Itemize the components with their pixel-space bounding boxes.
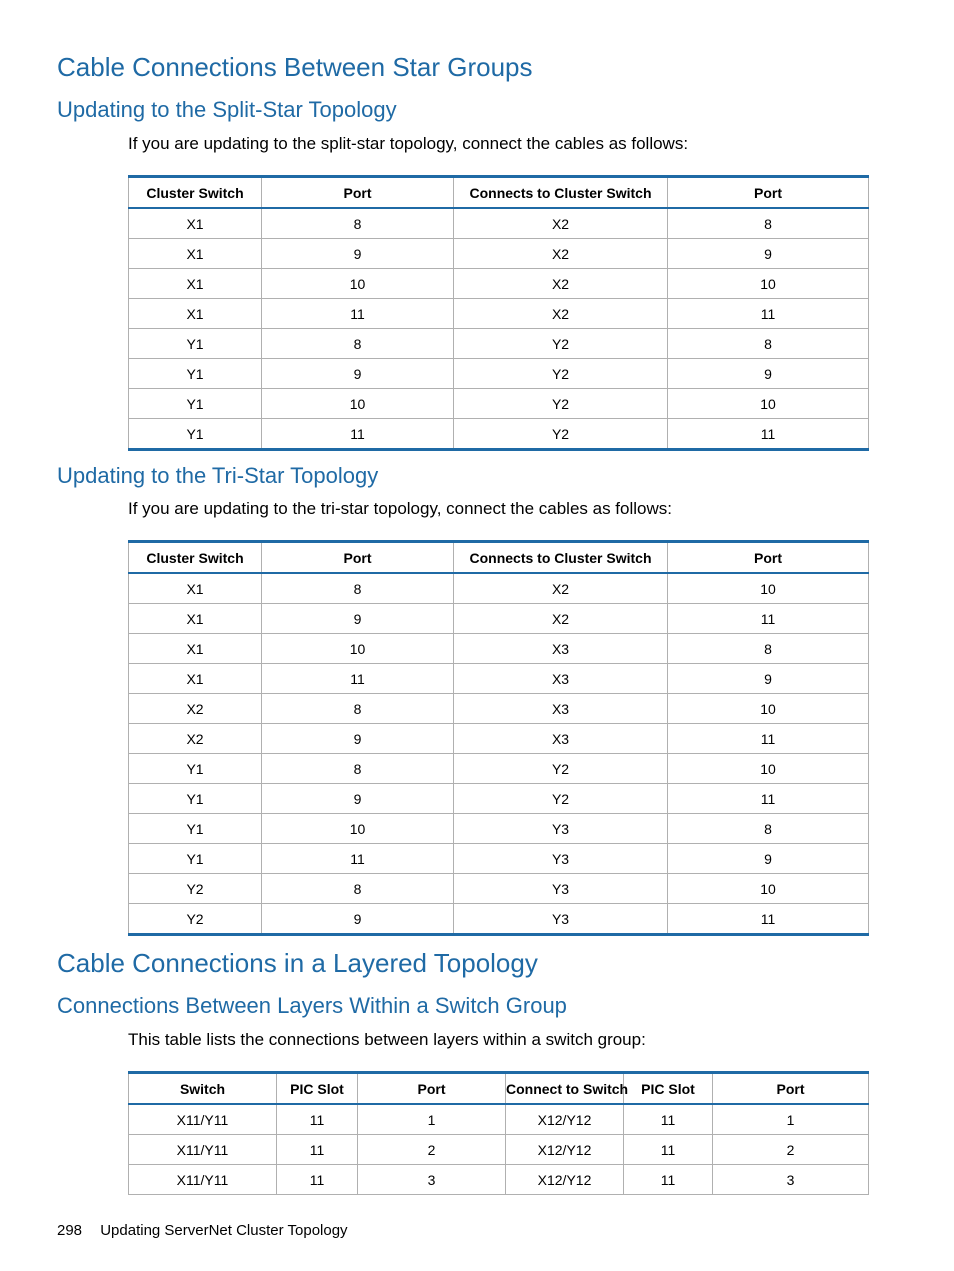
table-cell: Y2 <box>454 419 668 450</box>
table-cell: 9 <box>262 359 454 389</box>
table-cell: 3 <box>358 1165 506 1195</box>
table-cell: Y2 <box>129 874 262 904</box>
table-cell: 11 <box>262 844 454 874</box>
table-cell: 8 <box>668 329 869 359</box>
column-header: Port <box>668 177 869 209</box>
column-header: Connects to Cluster Switch <box>454 177 668 209</box>
table-cell: 10 <box>668 389 869 419</box>
table-cell: 3 <box>713 1165 869 1195</box>
table-cell: 11 <box>262 419 454 450</box>
table-row <box>129 634 869 664</box>
column-header: PIC Slot <box>624 1073 713 1105</box>
section-title-star-groups: Cable Connections Between Star Groups <box>57 52 533 82</box>
table-cell: X1 <box>129 299 262 329</box>
table-cell: Y2 <box>454 389 668 419</box>
table-cell: 1 <box>713 1104 869 1135</box>
table-cell: X1 <box>129 208 262 239</box>
table-row <box>129 573 869 604</box>
table-cell: Y1 <box>129 329 262 359</box>
table-cell: 8 <box>668 634 869 664</box>
table-cell: X2 <box>129 724 262 754</box>
table-row <box>129 844 869 874</box>
table-cell: 10 <box>668 269 869 299</box>
table-row <box>129 419 869 450</box>
table-row <box>129 724 869 754</box>
table-cell: 1 <box>358 1104 506 1135</box>
table-cell: 11 <box>624 1135 713 1165</box>
table-cell: 9 <box>668 844 869 874</box>
table-cell: X3 <box>454 724 668 754</box>
column-header: Port <box>262 177 454 209</box>
table-row <box>129 389 869 419</box>
table-cell: X1 <box>129 269 262 299</box>
subsection-title-split-star: Updating to the Split-Star Topology <box>57 97 397 122</box>
table-cell: 10 <box>262 269 454 299</box>
tri-star-intro: If you are updating to the tri-star topology, connect the cables as follows: <box>128 499 672 518</box>
table-cell: 11 <box>668 604 869 634</box>
table-cell: Y1 <box>129 389 262 419</box>
column-header: Connect to Switch <box>506 1073 624 1105</box>
column-header: Connects to Cluster Switch <box>454 542 668 574</box>
table-cell: X3 <box>454 664 668 694</box>
column-header: Cluster Switch <box>129 542 262 574</box>
table-row <box>129 299 869 329</box>
table-cell: Y1 <box>129 754 262 784</box>
table-cell: X1 <box>129 239 262 269</box>
column-header: Port <box>713 1073 869 1105</box>
running-title: Updating ServerNet Cluster Topology <box>100 1222 348 1239</box>
table-cell: Y3 <box>454 904 668 935</box>
table-cell: 9 <box>262 724 454 754</box>
column-header: Port <box>358 1073 506 1105</box>
table-cell: 11 <box>624 1165 713 1195</box>
table-cell: 8 <box>668 208 869 239</box>
table-cell: Y2 <box>454 329 668 359</box>
table-row <box>129 269 869 299</box>
table-row <box>129 359 869 389</box>
split-star-intro: If you are updating to the split-star topology, connect the cables as follows: <box>128 134 689 153</box>
table-row <box>129 754 869 784</box>
table-cell: 9 <box>668 664 869 694</box>
table-cell: Y2 <box>454 784 668 814</box>
subsection-title-layers: Connections Between Layers Within a Switch Group <box>57 993 567 1018</box>
table-cell: 8 <box>262 874 454 904</box>
table-cell: 2 <box>713 1135 869 1165</box>
table-row <box>129 784 869 814</box>
table-cell: 10 <box>668 573 869 604</box>
table-cell: 11 <box>668 784 869 814</box>
table-cell: Y3 <box>454 874 668 904</box>
table-header-row <box>129 542 869 574</box>
table-cell: X2 <box>454 573 668 604</box>
table-row <box>129 1135 869 1165</box>
table-cell: 11 <box>624 1104 713 1135</box>
table-cell: 11 <box>668 299 869 329</box>
table-cell: Y1 <box>129 419 262 450</box>
table-cell: 8 <box>668 814 869 844</box>
table-row <box>129 208 869 239</box>
column-header: PIC Slot <box>277 1073 358 1105</box>
table-cell: 11 <box>668 904 869 935</box>
table-cell: X3 <box>454 634 668 664</box>
table-cell: 11 <box>262 299 454 329</box>
table-cell: Y3 <box>454 844 668 874</box>
table-cell: 9 <box>262 904 454 935</box>
table-cell: 9 <box>668 239 869 269</box>
table-cell: Y2 <box>454 359 668 389</box>
table-cell: X11/Y11 <box>129 1135 277 1165</box>
column-header: Switch <box>129 1073 277 1105</box>
table-cell: X2 <box>454 299 668 329</box>
table-row <box>129 239 869 269</box>
table-cell: Y1 <box>129 844 262 874</box>
table-row <box>129 329 869 359</box>
table-cell: 2 <box>358 1135 506 1165</box>
table-cell: X2 <box>129 694 262 724</box>
column-header: Port <box>668 542 869 574</box>
table-cell: X1 <box>129 634 262 664</box>
table-cell: X1 <box>129 604 262 634</box>
table-cell: 8 <box>262 754 454 784</box>
tri-star-table <box>128 540 869 936</box>
table-row <box>129 904 869 935</box>
table-header-row <box>129 1073 869 1105</box>
table-cell: 10 <box>262 389 454 419</box>
table-cell: X2 <box>454 208 668 239</box>
table-cell: 9 <box>262 784 454 814</box>
table-cell: 11 <box>277 1104 358 1135</box>
table-cell: X2 <box>454 239 668 269</box>
table-cell: 10 <box>668 694 869 724</box>
split-star-table <box>128 175 869 451</box>
table-cell: X12/Y12 <box>506 1104 624 1135</box>
table-cell: X1 <box>129 573 262 604</box>
table-cell: X11/Y11 <box>129 1104 277 1135</box>
table-cell: X12/Y12 <box>506 1165 624 1195</box>
table-row <box>129 814 869 844</box>
layers-intro: This table lists the connections between layers within a switch group: <box>128 1030 646 1049</box>
subsection-title-tri-star: Updating to the Tri-Star Topology <box>57 463 379 488</box>
table-cell: 9 <box>668 359 869 389</box>
table-cell: 8 <box>262 573 454 604</box>
table-cell: X3 <box>454 694 668 724</box>
table-cell: X2 <box>454 269 668 299</box>
table-cell: Y1 <box>129 814 262 844</box>
table-row <box>129 1165 869 1195</box>
table-row <box>129 1104 869 1135</box>
table-cell: X12/Y12 <box>506 1135 624 1165</box>
section-title-layered: Cable Connections in a Layered Topology <box>57 948 538 978</box>
table-cell: 9 <box>262 239 454 269</box>
table-header-row <box>129 177 869 209</box>
table-cell: 8 <box>262 329 454 359</box>
table-cell: Y2 <box>454 754 668 784</box>
table-cell: 8 <box>262 208 454 239</box>
table-cell: X2 <box>454 604 668 634</box>
table-cell: 10 <box>262 814 454 844</box>
table-cell: 10 <box>668 754 869 784</box>
table-cell: 10 <box>262 634 454 664</box>
table-row <box>129 664 869 694</box>
layers-table <box>128 1071 869 1195</box>
table-cell: X11/Y11 <box>129 1165 277 1195</box>
table-cell: 9 <box>262 604 454 634</box>
table-row <box>129 694 869 724</box>
page-number: 298 <box>57 1222 83 1239</box>
table-row <box>129 874 869 904</box>
table-cell: 11 <box>668 724 869 754</box>
table-cell: X1 <box>129 664 262 694</box>
table-cell: 11 <box>277 1165 358 1195</box>
table-cell: 11 <box>668 419 869 450</box>
table-cell: Y2 <box>129 904 262 935</box>
table-cell: Y3 <box>454 814 668 844</box>
column-header: Port <box>262 542 454 574</box>
table-cell: 11 <box>277 1135 358 1165</box>
table-cell: Y1 <box>129 359 262 389</box>
table-row <box>129 604 869 634</box>
table-cell: 8 <box>262 694 454 724</box>
table-cell: 11 <box>262 664 454 694</box>
table-cell: 10 <box>668 874 869 904</box>
table-cell: Y1 <box>129 784 262 814</box>
column-header: Cluster Switch <box>129 177 262 209</box>
page-footer <box>57 1222 348 1239</box>
